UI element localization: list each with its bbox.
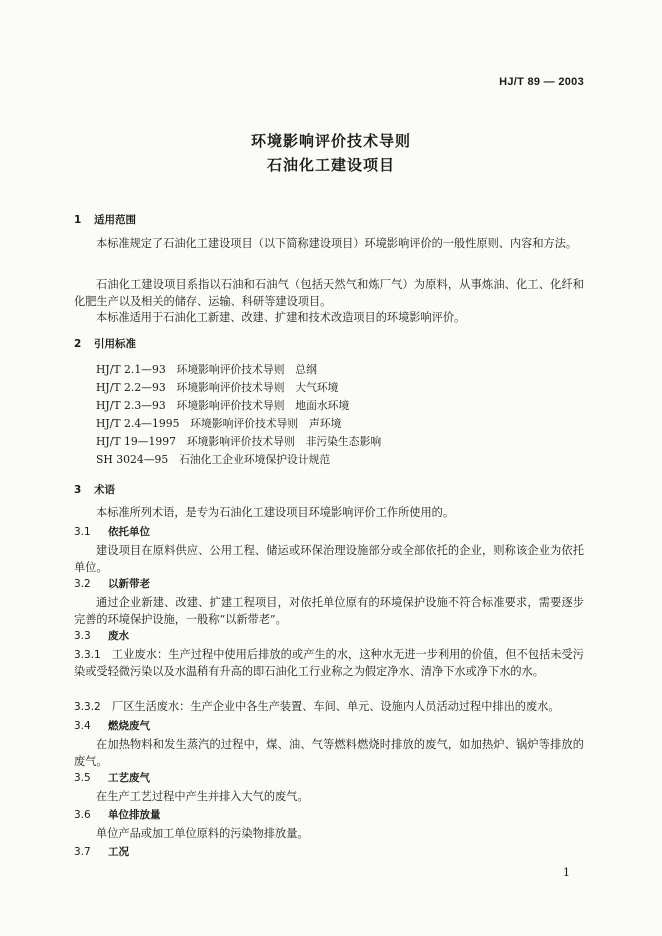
section-1-heading [74, 212, 136, 228]
subsection-3-7-heading: 3.7 工况 [74, 846, 129, 858]
subsection-3-5-heading: 3.5 工艺废气 [74, 772, 150, 784]
subsection-3-2-text: 通过企业新建、改建、扩建工程项目，对依托单位原有的环境保护设施不符合标准要求，需要逐步完善的环境保护设施，一般称“以新带老”。 [74, 596, 584, 626]
reference-item: HJ/T 2.1—93 环境影响评价技术导则 总纲 [96, 363, 317, 376]
subsection-3-4-heading: 3.4 燃烧废气 [74, 720, 150, 732]
reference-item: HJ/T 2.3—93 环境影响评价技术导则 地面水环境 [96, 399, 350, 412]
reference-item: HJ/T 2.4—1995 环境影响评价技术导则 声环境 [96, 417, 342, 430]
section-1-para-2: 石油化工建设项目系指以石油和石油气（包括天然气和炼厂气）为原料，从事炼油、化工、化纤和化肥生产以及相关的储存、运输、科研等建设项目。 [74, 278, 584, 308]
subsection-3-3-1: 3.3.1 工业废水：生产过程中使用后排放的或产生的水，这种水无进一步利用的价值，但不包括未受污染或受轻微污染以及水温稍有升高的即石油化工行业称之为假定净水、清净下水或净下水的水。 [74, 648, 584, 678]
subsection-3-1-text: 建设项目在原料供应、公用工程、储运或环保治理设施部分或全部依托的企业，则称该企业为依托单位。 [74, 544, 584, 574]
section-2-heading [74, 336, 136, 352]
subsection-3-3-heading: 3.3 废水 [74, 630, 129, 642]
subsection-3-6-text: 单位产品或加工单位原料的污染物排放量。 [96, 827, 309, 840]
section-label: 引用标准 [94, 338, 136, 350]
reference-item: SH 3024—95 石油化工企业环境保护设计规范 [96, 453, 331, 466]
section-label: 适用范围 [94, 214, 136, 226]
subsection-3-4-text: 在加热物料和发生蒸汽的过程中，煤、油、气等燃料燃烧时排放的废气，如加热炉、锅炉等排放的废气。 [74, 738, 584, 768]
section-1-para-1: 本标准规定了石油化工建设项目（以下简称建设项目）环境影响评价的一般性原则、内容和方法。 [96, 237, 578, 250]
reference-item: HJ/T 19—1997 环境影响评价技术导则 非污染生态影响 [96, 435, 382, 448]
section-3-heading [74, 482, 115, 498]
document-subtitle: 石油化工建设项目 [266, 156, 395, 174]
document-title: 环境影响评价技术导则 [250, 132, 411, 150]
subsection-3-3-2: 3.3.2 厂区生活废水：生产企业中各生产装置、车间、单元、设施内人员活动过程中排出的废水。 [74, 700, 560, 713]
reference-item: HJ/T 2.2—93 环境影响评价技术导则 大气环境 [96, 381, 339, 394]
subsection-3-6-heading: 3.6 单位排放量 [74, 809, 161, 821]
subsection-3-1-heading: 3.1 依托单位 [74, 526, 150, 538]
section-3-intro: 本标准所列术语，是专为石油化工建设项目环境影响评价工作所使用的。 [96, 506, 455, 519]
subsection-3-5-text: 在生产工艺过程中产生并排入大气的废气。 [96, 790, 309, 803]
section-number: 3 [74, 484, 82, 496]
section-number: 1 [74, 214, 82, 226]
standard-code: HJ/T 89 — 2003 [499, 76, 584, 88]
page-number: 1 [563, 866, 570, 879]
section-1-para-3: 本标准适用于石油化工新建、改建、扩建和技术改造项目的环境影响评价。 [96, 311, 466, 324]
section-number: 2 [74, 338, 82, 350]
section-label: 术语 [94, 484, 115, 496]
subsection-3-2-heading: 3.2 以新带老 [74, 578, 150, 590]
